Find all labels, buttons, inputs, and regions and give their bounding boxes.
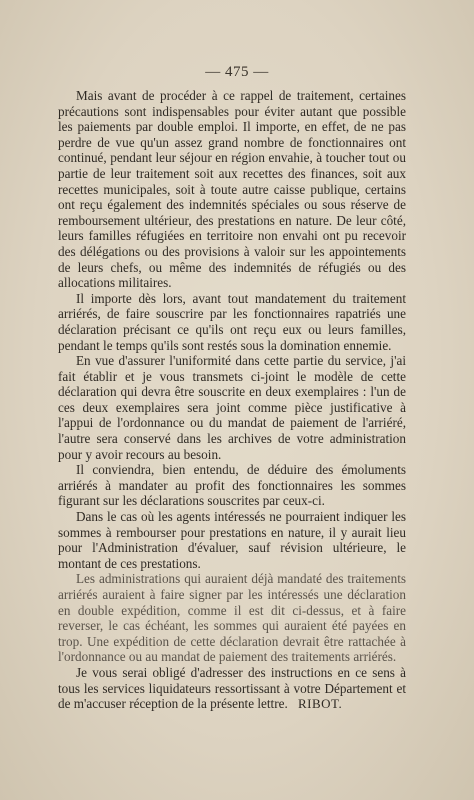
body-text — [58, 88, 406, 712]
signature: RIBOT. — [298, 696, 343, 711]
paragraph: Je vous serai obligé d'adresser des instructions en ce sens à tous les services liquidateurs ressortissant à votre Département et de m'accuser réception de la présente lettre. — [58, 664, 406, 712]
paragraph: Il importe dès lors, avant tout mandatement du traitement arriérés, de faire souscrire par les fonctionnaires rapatriés une déclaration précisant ce qu'ils ont reçu eux ou leurs familles, pendant le temps qu'ils sont restés sous la domination ennemie. — [58, 290, 406, 353]
paragraph: Les administrations qui auraient déjà mandaté des traitements arriérés auraient à faire signer par les intéressés une déclaration en double expédition, comme il est dit ci-dessus, et à faire reverser, le cas échéant, les sommes qui auraient été payées en trop. Une expédition de cette déclaration devrait être rattachée à l'ordonnance ou au mandat de paiement des traitements arriérés. — [58, 571, 406, 665]
paragraph: Dans le cas où les agents intéressés ne pourraient indiquer les sommes à rembourser pour prestations en nature, il y aurait lieu pour l'Administration d'évaluer, sauf révision ultérieure, le montant de ces prestations. — [58, 509, 406, 571]
paragraph: Il conviendra, bien entendu, de déduire des émoluments arriérés à mandater au profit des fonctionnaires les sommes figurant sur les déclarations souscrites par ceux-ci. — [58, 462, 406, 509]
paragraph: Mais avant de procéder à ce rappel de traitement, certaines précautions sont indispensables pour éviter autant que possible les paiements par double emploi. Il importe, en effet, de ne pas perdre de vue qu'un assez grand nombre de fonctionnaires ont continué, pendant leur séjour en région envahie, à toucher tout ou partie de leur traitement soit aux recettes des finances, soit aux recettes municipales, soit à toute autre caisse publique, certains ont reçu également des indemnités spéciales ou sous réserve de remboursement ultérieur, des prestations en nature. De leur côté, leurs familles réfugiées en territoire non envahi ont pu recevoir des délégations ou des provisions à valoir sur les appointements de leurs chefs, ou même des indemnités de réfugiés ou des allocations militaires. — [58, 88, 406, 291]
page-number: — 475 — — [205, 64, 269, 80]
paragraph: En vue d'assurer l'uniformité dans cette partie du service, j'ai fait établir et je vous transmets ci-joint le modèle de cette déclaration qui devra être souscrite en deux exemplaires : l'un de ces deux exemplaires sera joint comme pièce justificative à l'appui de l'ordonnance ou du mandat de paiement de l'arriéré, l'autre sera conservé dans les archives de votre administration pour y avoir recours au besoin. — [58, 353, 406, 462]
